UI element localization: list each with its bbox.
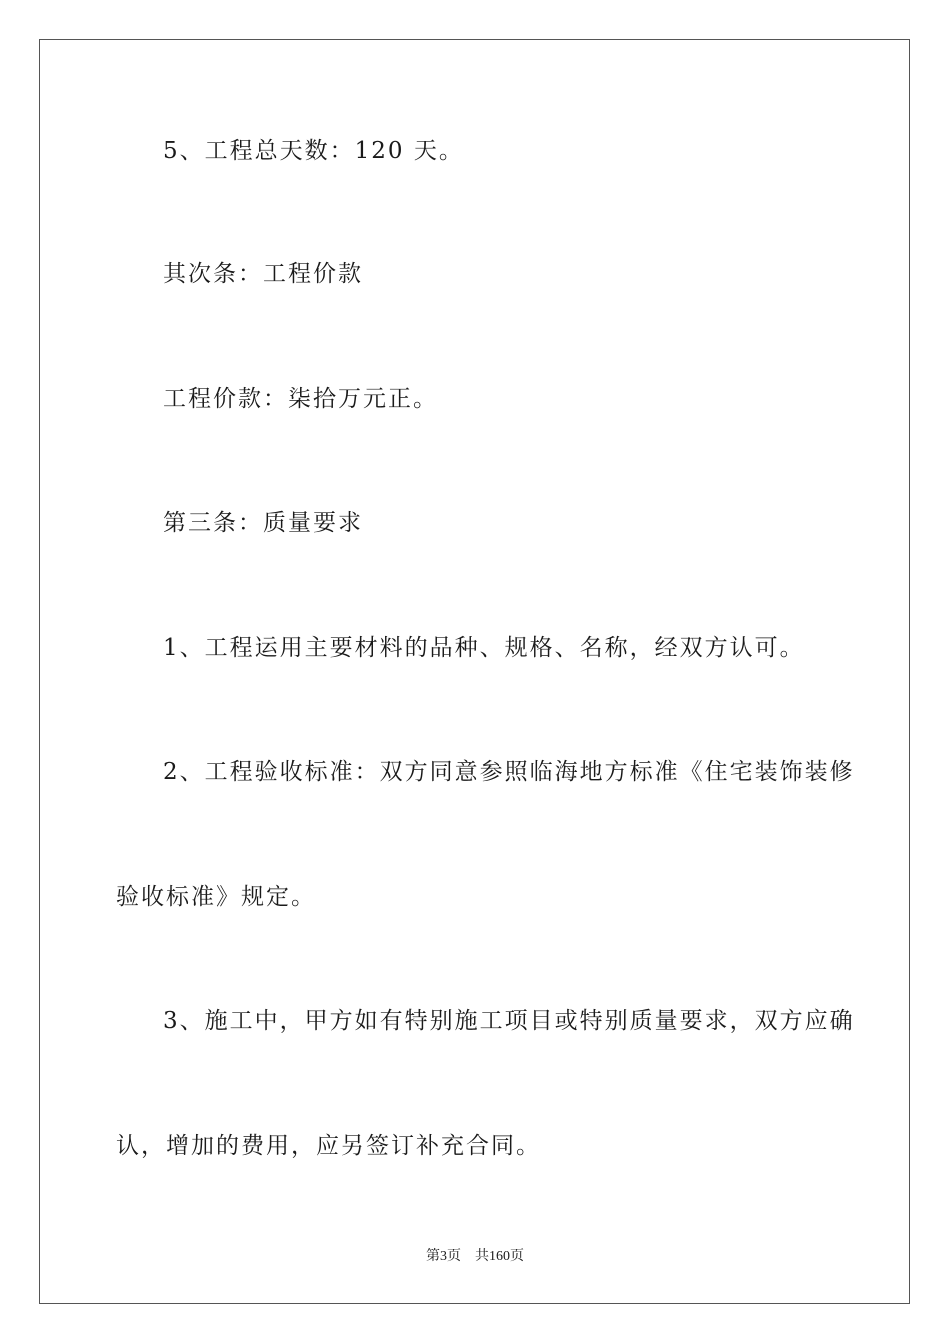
clause-special-items-line1: 3、施工中，甲方如有特别施工项目或特别质量要求，双方应确 [163,1008,855,1034]
page-border [39,39,910,1304]
page-footer [0,1248,950,1266]
article-3-heading: 第三条：质量要求 [163,510,363,536]
clause-total-days: 5、工程总天数：120 天。 [163,138,464,164]
clause-materials: 1、工程运用主要材料的品种、规格、名称，经双方认可。 [163,635,805,661]
clause-acceptance-standard-line1: 2、工程验收标准：双方同意参照临海地方标准《住宅装饰装修 [163,759,855,785]
page-total: 共160页 [475,1249,524,1264]
article-2-heading: 其次条：工程价款 [163,261,363,287]
clause-acceptance-standard-line2: 验收标准》规定。 [116,884,316,910]
clause-special-items-line2: 认，增加的费用，应另签订补充合同。 [116,1133,541,1159]
page-number: 第3页 [426,1249,461,1264]
project-price: 工程价款：柒拾万元正。 [163,386,438,412]
